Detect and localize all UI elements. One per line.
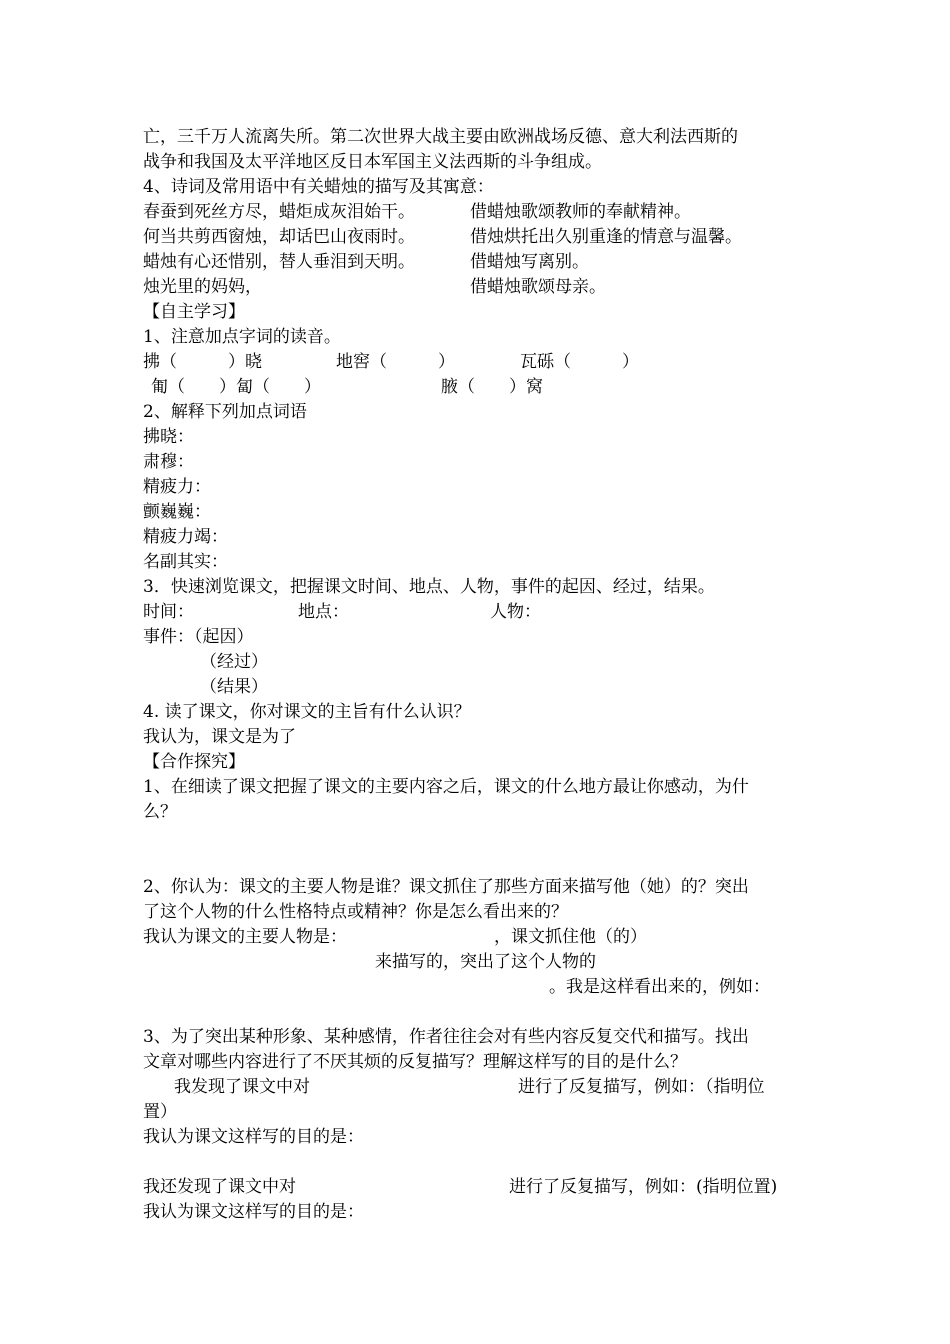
coop-q1-line-1: 1、在细读了课文把握了课文的主要内容之后，课文的什么地方最让你感动，为什 [143, 777, 749, 797]
coop-q2-line-2: 了这个人物的什么性格特点或精神？你是怎么看出来的？ [143, 902, 568, 922]
meaning-3: 借蜡烛写离别。 [470, 252, 589, 272]
coop-q2-fill-2: 来描写的，突出了这个人物的 [375, 952, 596, 972]
pron-dijiao: 地窖（ ） [336, 352, 455, 372]
pron-fuxiao: 拂（ ）晓 [143, 352, 262, 372]
coop-q3-purpose-1: 我认为课文这样写的目的是： [143, 1127, 364, 1147]
result-label: （结果） [200, 677, 268, 697]
event-label: 事件：（起因） [143, 627, 254, 647]
term-jingpilijie: 精疲力竭： [143, 527, 228, 547]
cooperative-title: 【合作探究】 [143, 752, 245, 772]
pron-pufu: 匍（ ）匐（ ） [151, 377, 321, 397]
coop-q2-fill-3: 。我是这样看出来的，例如： [549, 977, 770, 997]
verse-2: 何当共剪西窗烛，却话巴山夜雨时。 [143, 227, 415, 247]
candle-section-heading: 4、诗词及常用语中有关蜡烛的描写及其寓意： [143, 177, 494, 197]
meaning-1: 借蜡烛歌颂教师的奉献精神。 [470, 202, 691, 222]
intro-line-1: 亡，三千万人流离失所。第二次世界大战主要由欧洲战场反德、意大利法西斯的 [143, 127, 738, 147]
self-study-title: 【自主学习】 [143, 302, 245, 322]
coop-q3-line-2: 文章对哪些内容进行了不厌其烦的反复描写？理解这样写的目的是什么？ [143, 1052, 687, 1072]
verse-3: 蜡烛有心还惜别，替人垂泪到天明。 [143, 252, 415, 272]
self-study-q4: 4. 读了课文，你对课文的主旨有什么认识？ [143, 702, 471, 722]
person-label: 人物： [490, 602, 541, 622]
verse-1: 春蚕到死丝方尽，蜡炬成灰泪始干。 [143, 202, 415, 222]
coop-q2-line-1: 2、你认为：课文的主要人物是谁？课文抓住了那些方面来描写他（她）的？突出 [143, 877, 749, 897]
coop-q1-line-2: 么？ [143, 802, 177, 822]
process-label: （经过） [200, 652, 268, 672]
term-jingpili: 精疲力： [143, 477, 211, 497]
term-sumu: 肃穆： [143, 452, 194, 472]
self-study-q1: 1、注意加点字词的读音。 [143, 327, 341, 347]
term-fuxiao: 拂晓： [143, 427, 194, 447]
coop-q2-fill-1b: ，课文抓住他（的） [494, 927, 647, 947]
coop-q3-line-1: 3、为了突出某种形象、某种感情，作者往往会对有些内容反复交代和描写。找出 [143, 1027, 749, 1047]
meaning-2: 借烛烘托出久别重逢的情意与温馨。 [470, 227, 742, 247]
pron-wali: 瓦砾（ ） [520, 352, 639, 372]
coop-q3-fill-1b: 进行了反复描写，例如：（指明位 [518, 1077, 765, 1097]
coop-q3-fill-2b: 进行了反复描写，例如：(指明位置) [509, 1177, 778, 1197]
coop-q3-fill-1a: 我发现了课文中对 [174, 1077, 310, 1097]
pron-yewo: 腋（ ）窝 [441, 377, 543, 397]
coop-q3-fill-2a: 我还发现了课文中对 [143, 1177, 296, 1197]
meaning-4: 借蜡烛歌颂母亲。 [470, 277, 606, 297]
term-mingfuqishi: 名副其实： [143, 552, 228, 572]
coop-q2-fill-1a: 我认为课文的主要人物是： [143, 927, 347, 947]
q4-answer-prompt: 我认为，课文是为了 [143, 727, 296, 747]
intro-line-2: 战争和我国及太平洋地区反日本军国主义法西斯的斗争组成。 [143, 152, 602, 172]
term-chanweiwei: 颤巍巍： [143, 502, 211, 522]
coop-q3-purpose-2: 我认为课文这样写的目的是： [143, 1202, 364, 1222]
time-label: 时间： [143, 602, 194, 622]
coop-q3-fill-1c: 置） [143, 1102, 177, 1122]
place-label: 地点： [298, 602, 349, 622]
verse-4: 烛光里的妈妈， [143, 277, 262, 297]
self-study-q3: 3．快速浏览课文，把握课文时间、地点、人物，事件的起因、经过，结果。 [143, 577, 715, 597]
self-study-q2: 2、解释下列加点词语 [143, 402, 307, 422]
